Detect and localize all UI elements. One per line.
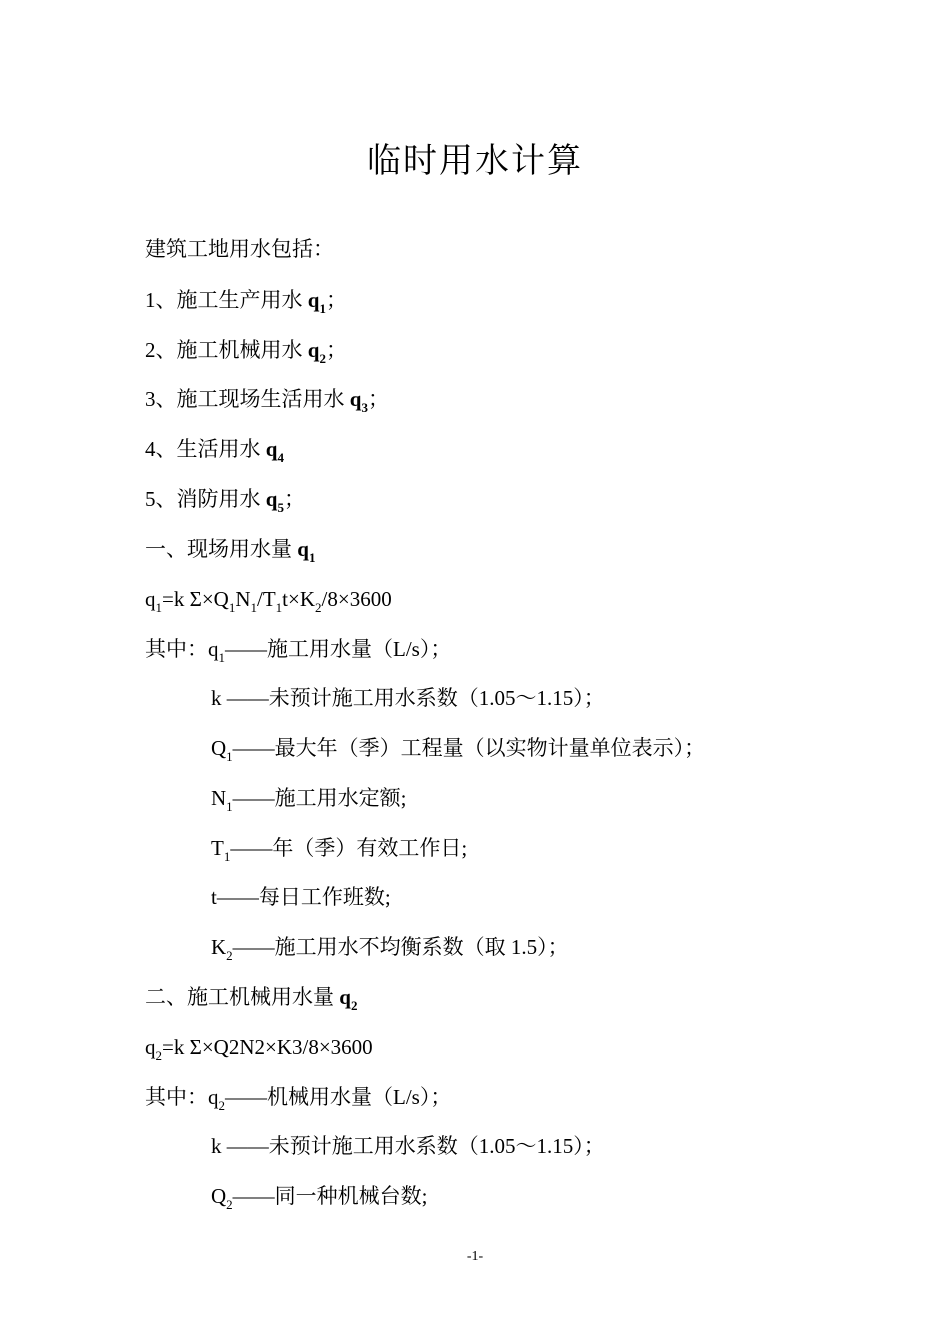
- symbol-subscript: 3: [361, 400, 368, 415]
- definition-symbol: K: [211, 935, 227, 959]
- definition-text: ——机械用水量（L/s）；: [225, 1085, 452, 1109]
- definition-symbol: q: [208, 637, 219, 661]
- definition-text: ——年（季）有效工作日;: [230, 836, 468, 860]
- definition-text: ——同一种机械台数;: [232, 1184, 428, 1208]
- formula-part: t×K: [282, 587, 316, 611]
- formula-part: q: [145, 587, 156, 611]
- symbol-subscript: 1: [308, 550, 316, 565]
- definition-subscript: 1: [226, 749, 233, 764]
- symbol: q: [297, 537, 309, 561]
- list-item-1: [145, 287, 347, 316]
- formula-part: =k Σ×Q: [162, 587, 229, 611]
- definition-subscript: 2: [226, 948, 233, 963]
- symbol: q: [265, 437, 278, 461]
- page-title: 临时用水计算: [367, 143, 583, 180]
- formula-part: /8×3600: [321, 587, 392, 611]
- list-item-5: [145, 486, 305, 515]
- definition-q1: [145, 636, 452, 665]
- definition-symbol: Q: [211, 736, 227, 760]
- symbol-subscript: 5: [277, 500, 284, 515]
- list-item-2: [145, 337, 347, 366]
- line-text: ；: [283, 487, 305, 511]
- definition-T1: [211, 835, 468, 864]
- definition-k-2: [211, 1133, 605, 1159]
- symbol: q: [339, 985, 351, 1009]
- line-text: 1、施工生产用水: [145, 288, 308, 312]
- line-text: 一、现场用水量: [145, 537, 298, 561]
- list-item-3: [145, 386, 389, 415]
- formula-subscript: 1: [250, 600, 257, 615]
- definition-text: ——施工用水定额;: [232, 786, 407, 810]
- definition-t: [211, 884, 391, 910]
- definition-text: k ——未预计施工用水系数（1.05～1.15）；: [211, 1134, 605, 1158]
- section-heading-1: [145, 536, 316, 565]
- symbol: q: [349, 387, 362, 411]
- definition-intro: 其中：: [145, 637, 208, 661]
- formula-subscript: 2: [315, 600, 322, 615]
- definition-subscript: 1: [226, 799, 233, 814]
- definition-intro: 其中：: [145, 1085, 208, 1109]
- definition-subscript: 1: [223, 849, 231, 864]
- line-text: 二、施工机械用水量: [145, 985, 340, 1009]
- definition-symbol: N: [211, 786, 227, 810]
- definition-symbol: q: [208, 1085, 219, 1109]
- formula-subscript: 1: [275, 600, 283, 615]
- symbol: q: [307, 288, 320, 312]
- line-text: 建筑工地用水包括：: [145, 237, 334, 261]
- definition-subscript: 2: [218, 1098, 225, 1113]
- symbol-subscript: 2: [350, 998, 358, 1013]
- formula-subscript: 2: [155, 1048, 162, 1063]
- symbol-subscript: 4: [277, 450, 284, 465]
- definition-K2: [211, 934, 569, 963]
- definition-symbol: Q: [211, 1184, 227, 1208]
- definition-text: ——施工用水不均衡系数（取 1.5）；: [232, 935, 569, 959]
- symbol: q: [307, 338, 320, 362]
- formula-part: /T: [257, 587, 276, 611]
- definition-text: t——每日工作班数;: [211, 885, 391, 909]
- page-number: -1-: [466, 1249, 484, 1264]
- definition-k: [211, 685, 605, 711]
- symbol: q: [265, 487, 278, 511]
- line-text: ；: [325, 338, 347, 362]
- definition-subscript: 2: [226, 1197, 233, 1212]
- formula-q2: [145, 1034, 373, 1063]
- definition-text: k ——未预计施工用水系数（1.05～1.15）；: [211, 686, 605, 710]
- formula-part: q: [145, 1035, 156, 1059]
- symbol-subscript: 1: [319, 301, 326, 316]
- line-text: 5、消防用水: [145, 487, 266, 511]
- definition-text: ——最大年（季）工程量（以实物计量单位表示）；: [232, 736, 706, 760]
- line-text: ；: [367, 387, 389, 411]
- formula-part: =k Σ×Q2N2×K3/8×3600: [162, 1035, 373, 1059]
- formula-subscript: 1: [228, 600, 236, 615]
- line-text: ；: [325, 288, 347, 312]
- intro-line: [145, 236, 334, 262]
- definition-text: ——施工用水量（L/s）；: [225, 637, 452, 661]
- symbol-subscript: 2: [319, 351, 326, 366]
- section-heading-2: [145, 984, 358, 1013]
- definition-Q1: [211, 735, 706, 764]
- list-item-4: [145, 436, 284, 465]
- definition-symbol: T: [211, 836, 224, 860]
- definition-q2: [145, 1084, 452, 1113]
- line-text: 4、生活用水: [145, 437, 266, 461]
- formula-q1: [145, 586, 392, 615]
- line-text: 3、施工现场生活用水: [145, 387, 350, 411]
- definition-N1: [211, 785, 407, 814]
- definition-Q2: [211, 1183, 428, 1212]
- formula-part: N: [235, 587, 251, 611]
- definition-subscript: 1: [218, 650, 225, 665]
- line-text: 2、施工机械用水: [145, 338, 308, 362]
- formula-subscript: 1: [155, 600, 162, 615]
